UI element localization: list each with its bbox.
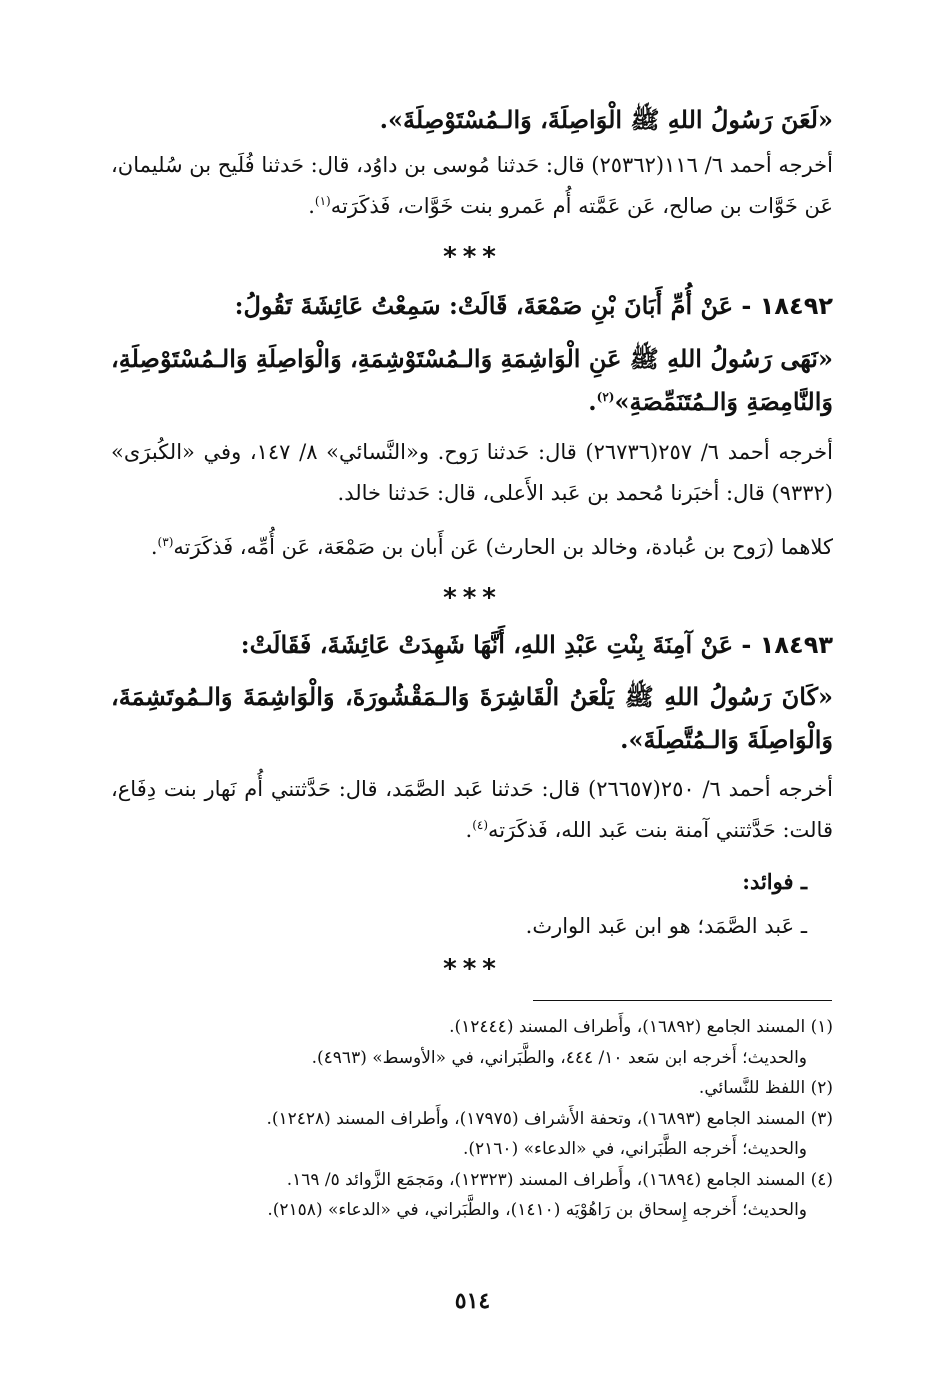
hadith-dash: - <box>733 291 760 320</box>
section-separator: *** <box>443 242 502 272</box>
footnote-3: (٣) المسند الجامع (١٦٨٩٣)، وتحفة الأَشراف (١٧٩٧٥)، وأَطراف المسند (١٢٤٢٨). <box>266 1108 833 1129</box>
hadith-intro: عَنْ آمِنَةَ بِنْتِ عَبْدِ اللهِ، أَنَّهَا شَهِدَتْ عَائِشَةَ، فَقَالَتْ: <box>240 630 734 659</box>
footnote-1-continuation: والحديث؛ أَخرجه ابن سَعد ١٠/ ٤٤٤، والطَّبَراني، في «الأوسط» (٤٩٦٣). <box>311 1047 807 1068</box>
matn-text: «نَهَى رَسُولُ اللهِ ﷺ عَنِ الْوَاشِمَةِ وَالـمُسْتَوْشِمَةِ، وَالْوَاصِلَةِ وَالـمُسْتَوْصِلَةِ، وَالنَّامِصَةِ وَالـمُتَنَمِّصَةِ» <box>111 344 833 416</box>
hadith-prev-takhrij: أخرجه أحمد ٦/ ١١٦(٢٥٣٦٢) قال: حَدثنا مُوسى بن داوُد، قال: حَدثنا فُلَيح بن سُليمان، عَن خَوَّات بن صالح، عَن عَمَّته أُم عَمرو بنت خَوَّات، فَذكَرَته$^{(١)}$. <box>111 153 833 218</box>
footnote-1: (١) المسند الجامع (١٦٨٩٢)، وأَطراف المسند (١٢٤٤٤). <box>449 1017 833 1037</box>
hadith-18492-both: كلاهما (رَوح بن عُبادة، وخالد بن الحارث) عَن أَبان بن صَمْعَة، عَن أُمِّه، فَذكَرَته$^{(٣)}$. <box>150 535 833 559</box>
footnote-2: (٢) اللفظ للنَّسائي. <box>698 1078 833 1098</box>
hadith-18493-matn: «كَانَ رَسُولُ اللهِ ﷺ يَلْعَنُ الْقَاشِرَةَ وَالـمَقْشُورَةَ، وَالْوَاشِمَةَ وَالـمُوتَشِمَةَ، وَالْوَاصِلَةَ وَالـمُتَّصِلَةَ». <box>111 682 833 754</box>
footnote-ref-4[interactable]: (٤) <box>472 818 489 832</box>
hadith-prev-matn: «لَعَنَ رَسُولُ اللهِ ﷺ الْوَاصِلَةَ، وَالـمُسْتَوْصِلَةَ». <box>379 105 833 134</box>
footnote-divider <box>533 1000 832 1001</box>
page-number: ٥١٤ <box>454 1288 491 1314</box>
hadith-18493-takhrij: أخرجه أحمد ٦/ ٢٥٠(٢٦٦٥٧) قال: حَدثنا عَبد الصَّمَد، قال: حَدَّثتني أُم نَهار بنت دِفَاع، قالت: حَدَّثتني آمنة بنت عَبد الله، فَذكَرَته$^{(٤)}$. <box>111 777 833 842</box>
hadith-intro: عَنْ أُمِّ أَبَانَ بْنِ صَمْعَةَ، قَالَتْ: سَمِعْتُ عَائِشَةَ تَقُولُ: <box>234 291 734 320</box>
hadith-dash: - <box>733 630 760 659</box>
footnote-ref-2[interactable]: (٢) <box>596 390 615 404</box>
hadith-18492-matn: «نَهَى رَسُولُ اللهِ ﷺ عَنِ الْوَاشِمَةِ وَالـمُسْتَوْشِمَةِ، وَالْوَاصِلَةِ وَالـمُسْتَوْصِلَةِ، وَالنَّامِصَةِ وَالـمُتَنَمِّصَةِ»$^{(٢)}$. <box>111 344 833 416</box>
hadith-number: ١٨٤٩٢ <box>759 292 833 320</box>
hadith-number: ١٨٤٩٣ <box>759 631 833 659</box>
footnote-ref-3[interactable]: (٣) <box>157 535 174 549</box>
footnote-4: (٤) المسند الجامع (١٦٨٩٤)، وأَطراف المسند (١٢٣٢٣)، ومَجمَع الزَّوائد ٥/ ١٦٩. <box>286 1169 833 1190</box>
footnote-4-continuation: والحديث؛ أَخرجه إِسحاق بن رَاهُوْيَه (١٤١٠)، والطَّبَراني، في «الدعاء» (٢١٥٨). <box>267 1200 807 1220</box>
section-separator: *** <box>443 954 502 984</box>
takhrij-text: أخرجه أحمد ٦/ ٢٥٠(٢٦٦٥٧) قال: حَدثنا عَبد الصَّمَد، قال: حَدَّثتني أُم نَهار بنت دِفَاع، قالت: حَدَّثتني آمنة بنت عَبد الله، فَذكَرَته <box>111 777 833 842</box>
fawaid-heading: ـ فوائد: <box>742 869 807 894</box>
both-text: كلاهما (رَوح بن عُبادة، وخالد بن الحارث) عَن أَبان بن صَمْعَة، عَن أُمِّه، فَذكَرَته <box>173 535 833 559</box>
hadith-18493-heading <box>111 623 833 667</box>
section-separator: *** <box>443 583 502 613</box>
hadith-18492-heading <box>111 284 833 328</box>
footnote-3-continuation: والحديث؛ أَخرجه الطَّبَراني، في «الدعاء» (٢١٦٠). <box>462 1139 807 1159</box>
hadith-18492-takhrij: أخرجه أحمد ٦/ ٢٥٧(٢٦٧٣٦) قال: حَدثنا رَوح. و«النَّسائي» ٨/ ١٤٧، وفي «الكُبرَى» (٩٣٣٢) قال: أخبَرنا مُحمد بن عَبد الأَعلى، قال: حَدثنا خالد. <box>111 440 833 505</box>
footnote-ref-1[interactable]: (١) <box>314 194 331 208</box>
fawaid-item: ـ عَبد الصَّمَد؛ هو ابن عَبد الوارث. <box>525 914 807 938</box>
footnotes <box>103 1012 833 1226</box>
takhrij-text: أخرجه أحمد ٦/ ١١٦(٢٥٣٦٢) قال: حَدثنا مُوسى بن داوُد، قال: حَدثنا فُلَيح بن سُليمان، عَن خَوَّات بن صالح، عَن عَمَّته أُم عَمرو بنت خَوَّات، فَذكَرَته <box>111 153 833 218</box>
